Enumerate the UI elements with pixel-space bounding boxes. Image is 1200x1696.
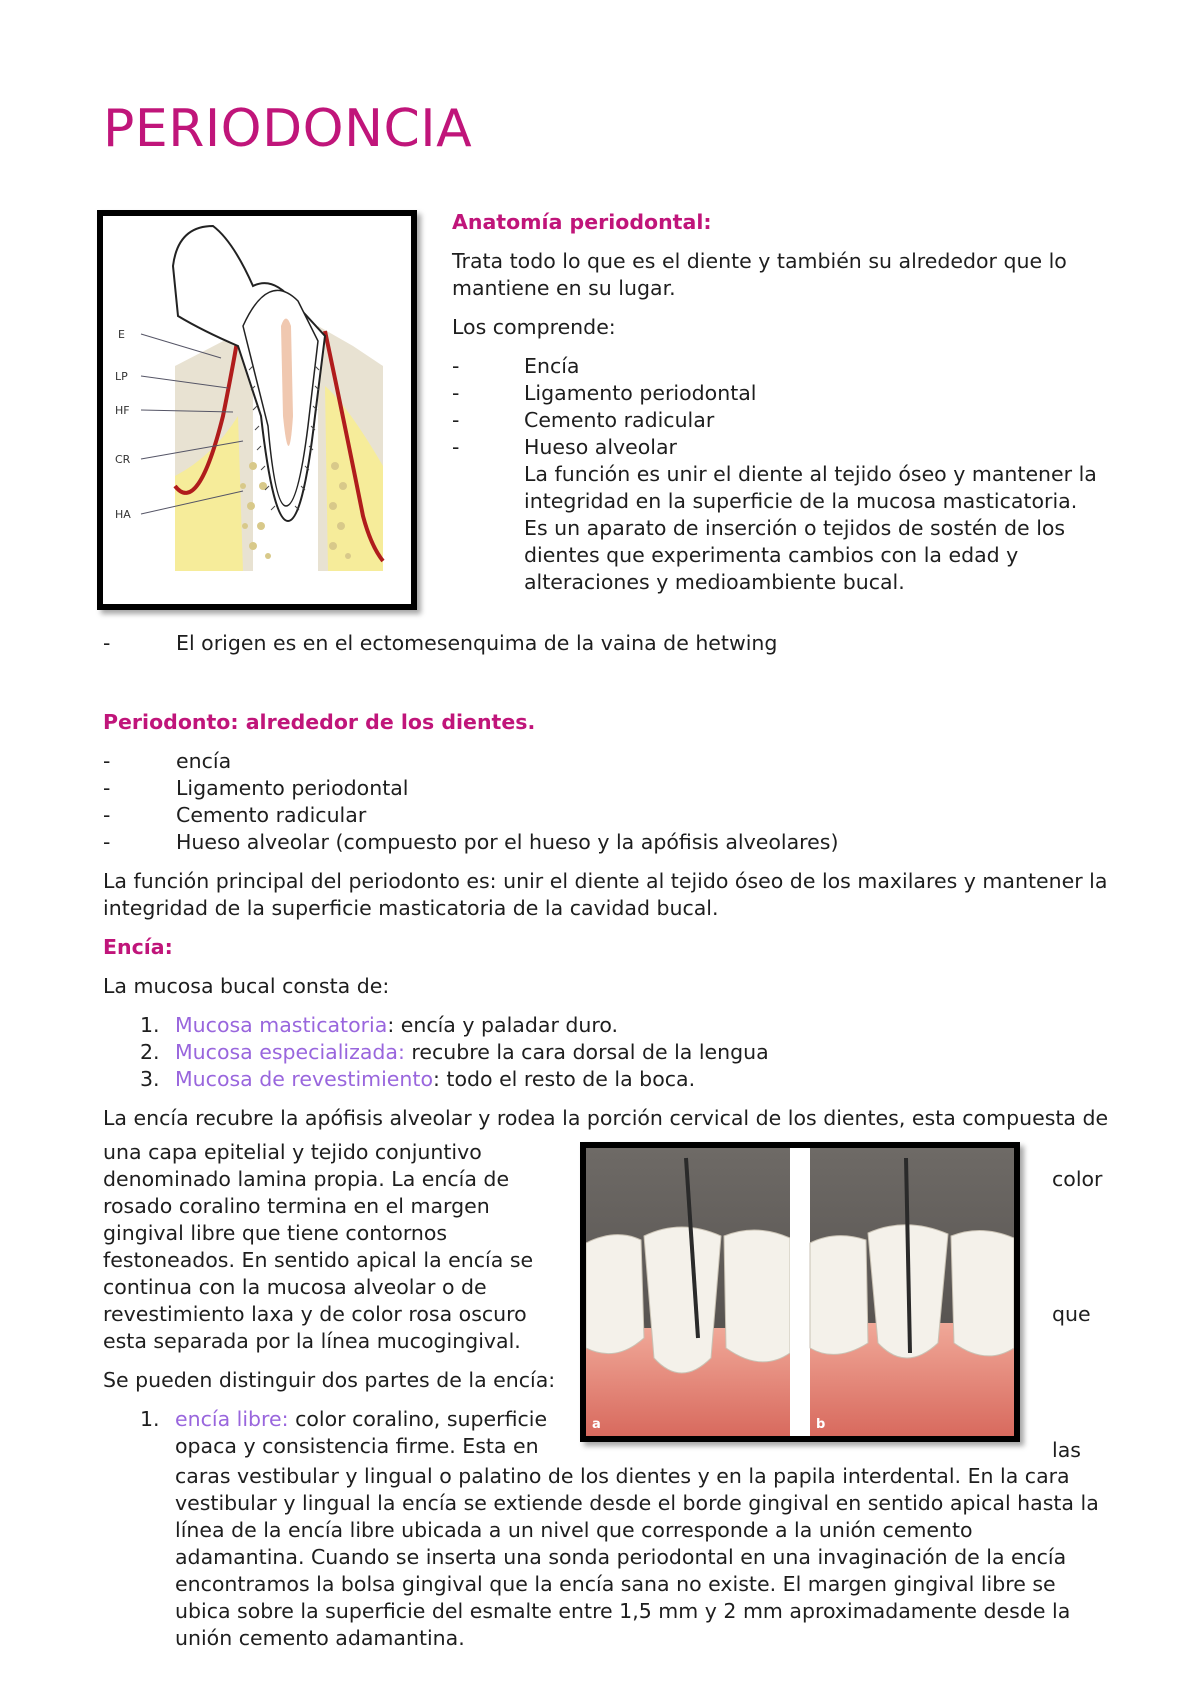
list-item: - Cemento radicular: [103, 802, 1113, 829]
right-word-que: que: [1052, 1302, 1091, 1326]
gingiva-probe-photo: [586, 1148, 1014, 1436]
list-item: - Hueso alveolar (compuesto por el hueso y la apófisis alveolares): [103, 829, 1113, 856]
anatomia-comprende: Los comprende:: [452, 315, 616, 339]
list-item: - Ligamento periodontal: [103, 775, 1113, 802]
text-line: opaca y consistencia firme. Esta en: [175, 1434, 539, 1458]
anatomia-aparato: Es un aparato de inserción o tejidos de sostén de los dientes que experimenta cambios con la edad y alteraciones y medioambiente bucal.: [524, 516, 1066, 594]
diagram-label-e: E: [118, 328, 125, 341]
text-line: revestimiento laxa y de color rosa oscuro: [103, 1302, 527, 1326]
photo-label-b: b: [816, 1417, 826, 1432]
list-item: - Hueso alveolar: [452, 434, 1122, 461]
text-line: rosado coralino termina en el margen: [103, 1194, 490, 1218]
list-item: - Ligamento periodontal: [452, 380, 1122, 407]
origen-line: [103, 630, 1103, 657]
list-item: 1. encía libre: color coralino, superficie: [140, 1407, 548, 1431]
text-line: una capa epitelial y tejido conjuntivo: [103, 1140, 482, 1164]
encia-heading: Encía:: [103, 935, 173, 959]
diagram-label-hf: HF: [115, 404, 130, 417]
list-item: 1. Mucosa masticatoria: encía y paladar duro.: [140, 1013, 619, 1037]
text-line: esta separada por la línea mucogingival.: [103, 1329, 521, 1353]
text-line: denominado lamina propia. La encía de: [103, 1167, 510, 1191]
periodonto-funcion: La función principal del periodonto es: unir el diente al tejido óseo de los maxilares y mantener la integridad de la superficie masticatoria de la cavidad bucal.: [103, 869, 1108, 920]
list-item: 3. Mucosa de revestimiento: todo el resto de la boca.: [140, 1067, 696, 1091]
photo-label-a: a: [592, 1417, 601, 1432]
right-word-color: color: [1052, 1167, 1103, 1191]
anatomia-heading: Anatomía periodontal:: [452, 210, 712, 234]
gingiva-photo-frame: [580, 1142, 1020, 1442]
partes-text: Se pueden distinguir dos partes de la encía:: [103, 1368, 556, 1392]
list-item: - Cemento radicular: [452, 407, 1122, 434]
list-item: - Encía: [452, 353, 1122, 380]
right-word-las: las: [1052, 1438, 1081, 1462]
list-item: 2. Mucosa especializada: recubre la cara dorsal de la lengua: [140, 1040, 769, 1064]
periodontal-anatomy-diagram: [103, 216, 411, 604]
diagram-label-cr: CR: [115, 453, 131, 466]
mucosa-intro: La mucosa bucal consta de:: [103, 974, 390, 998]
anatomia-section: [452, 209, 1122, 596]
periodonto-list: [103, 748, 1113, 856]
periodonto-heading: Periodonto: alrededor de los dientes.: [103, 710, 536, 734]
diagram-label-ha: HA: [115, 508, 131, 521]
text-line: festoneados. En sentido apical la encía se: [103, 1248, 534, 1272]
encia-paragraph: [103, 1139, 573, 1460]
tooth-diagram-frame: [97, 210, 417, 610]
text-line: continua con la mucosa alveolar o de: [103, 1275, 487, 1299]
periodonto-section: [103, 709, 1113, 1132]
anatomia-funcion: La función es unir el diente al tejido óseo y mantener la integridad en la superficie de la mucosa masticatoria.: [524, 462, 1097, 513]
page-title: PERIODONCIA: [103, 99, 473, 159]
encia-libre-paragraph: caras vestibular y lingual o palatino de los dientes y en la papila interdental. En la cara vestibular y lingual la encía se extiende desde el borde gingival en sentido apical hasta la línea de la encía libre ubicada a un nivel que corresponde a la unión cemento adamantina. Cuando se inserta una sonda periodontal en una invaginación de la encía encontramos la bolsa gingival que la encía sana no existe. El margen gingival libre se ubica sobre la superficie del esmalte entre 1,5 mm y 2 mm aproximadamente desde la unión cemento adamantina.: [175, 1464, 1099, 1650]
diagram-label-lp: LP: [115, 370, 128, 383]
anatomia-list: [452, 353, 1122, 596]
list-item: - El origen es en el ectomesenquima de la vaina de hetwing: [103, 630, 1103, 657]
encia-libre-text: [175, 1463, 1105, 1652]
anatomia-intro: Trata todo lo que es el diente y también su alrededor que lo mantiene en su lugar.: [452, 249, 1067, 300]
list-item: - encía: [103, 748, 1113, 775]
encia-paragraph-line1: La encía recubre la apófisis alveolar y rodea la porción cervical de los dientes, esta compuesta de: [103, 1106, 1109, 1130]
mucosa-list: [103, 1012, 1113, 1093]
text-line: gingival libre que tiene contornos: [103, 1221, 448, 1245]
